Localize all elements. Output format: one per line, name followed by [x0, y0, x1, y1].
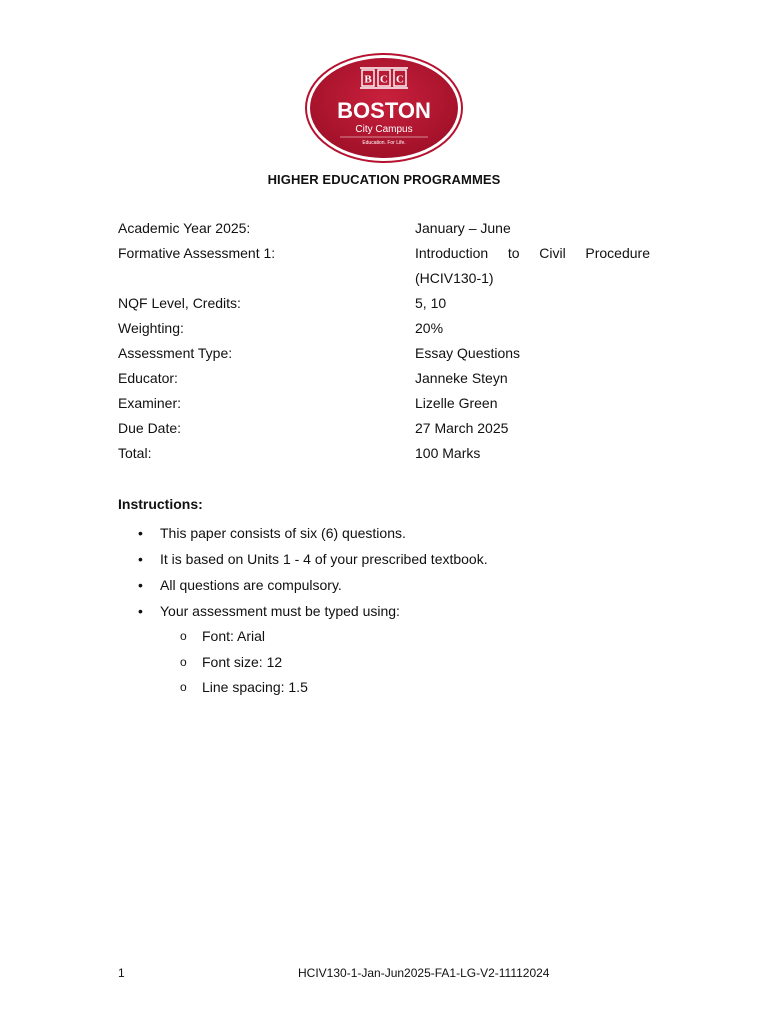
list-item	[118, 520, 658, 546]
logo-monogram-b: B	[364, 73, 372, 86]
detail-label: Weighting:	[118, 320, 184, 336]
detail-row-weighting	[118, 316, 650, 341]
circle-bullet-icon: o	[180, 680, 187, 694]
sub-list-item-text: Font: Arial	[202, 628, 266, 644]
bullet-icon: •	[138, 603, 143, 619]
detail-label: Academic Year 2025:	[118, 220, 251, 236]
list-item	[118, 572, 658, 598]
detail-label: Due Date:	[118, 420, 182, 436]
detail-value: Essay Questions	[415, 345, 521, 361]
detail-label: Educator:	[118, 370, 178, 386]
sub-list-item	[118, 650, 658, 676]
detail-row-examiner	[118, 391, 650, 416]
detail-row-academic-year	[118, 216, 650, 241]
list-item-text: It is based on Units 1 - 4 of your prescribed textbook.	[160, 551, 488, 567]
bullet-icon: •	[138, 577, 143, 593]
detail-value: 20%	[415, 320, 444, 336]
sub-list-item	[118, 624, 658, 650]
detail-value: 27 March 2025	[415, 420, 509, 436]
list-item-text: This paper consists of six (6) questions.	[160, 525, 406, 541]
detail-value	[415, 241, 650, 291]
detail-row-educator	[118, 366, 650, 391]
detail-row-formative-assessment	[118, 241, 650, 291]
list-item-text: Your assessment must be typed using:	[160, 603, 400, 619]
instructions-section	[118, 494, 658, 701]
logo-monogram-c1: C	[380, 73, 388, 86]
list-item-text: All questions are compulsory.	[160, 577, 342, 593]
detail-value-line1: Introduction to Civil Procedure	[415, 245, 650, 261]
logo-monogram-c2: C	[396, 73, 404, 86]
instructions-title: Instructions:	[118, 496, 203, 512]
logo-tagline: Education. For Life.	[362, 140, 406, 146]
logo-name: BOSTON	[337, 98, 431, 123]
assessment-details	[118, 216, 650, 466]
detail-value: Lizelle Green	[415, 395, 498, 411]
detail-value: January – June	[415, 220, 511, 236]
circle-bullet-icon: o	[180, 629, 187, 643]
sub-list-item	[118, 675, 658, 701]
list-item	[118, 546, 658, 572]
sub-list-item-text: Font size: 12	[202, 653, 283, 670]
bullet-icon: •	[138, 551, 143, 567]
instructions-list	[118, 520, 658, 624]
circle-bullet-icon: o	[180, 654, 187, 669]
sub-list-item-text: Line spacing: 1.5	[202, 679, 308, 695]
detail-row-nqf-level	[118, 291, 650, 316]
boston-city-campus-logo	[304, 52, 464, 164]
detail-row-assessment-type	[118, 341, 650, 366]
page-number: 1	[118, 966, 125, 980]
page-heading: HIGHER EDUCATION PROGRAMMES	[267, 172, 501, 187]
detail-value: 5, 10	[415, 295, 447, 311]
detail-label: Total:	[118, 445, 152, 461]
detail-label: Assessment Type:	[118, 345, 233, 361]
bullet-icon: •	[138, 525, 143, 541]
detail-label: Formative Assessment 1:	[118, 245, 276, 261]
detail-label: NQF Level, Credits:	[118, 295, 241, 311]
detail-value: 100 Marks	[415, 445, 481, 461]
detail-label: Examiner:	[118, 395, 182, 411]
detail-row-total	[118, 441, 650, 466]
detail-value: Janneke Steyn	[415, 370, 508, 386]
formatting-sublist	[118, 624, 658, 701]
detail-row-due-date	[118, 416, 650, 441]
logo-subname: City Campus	[355, 124, 413, 135]
document-code: HCIV130-1-Jan-Jun2025-FA1-LG-V2-11112024	[298, 966, 550, 980]
list-item	[118, 598, 658, 624]
detail-value-line2: (HCIV130-1)	[415, 270, 494, 286]
